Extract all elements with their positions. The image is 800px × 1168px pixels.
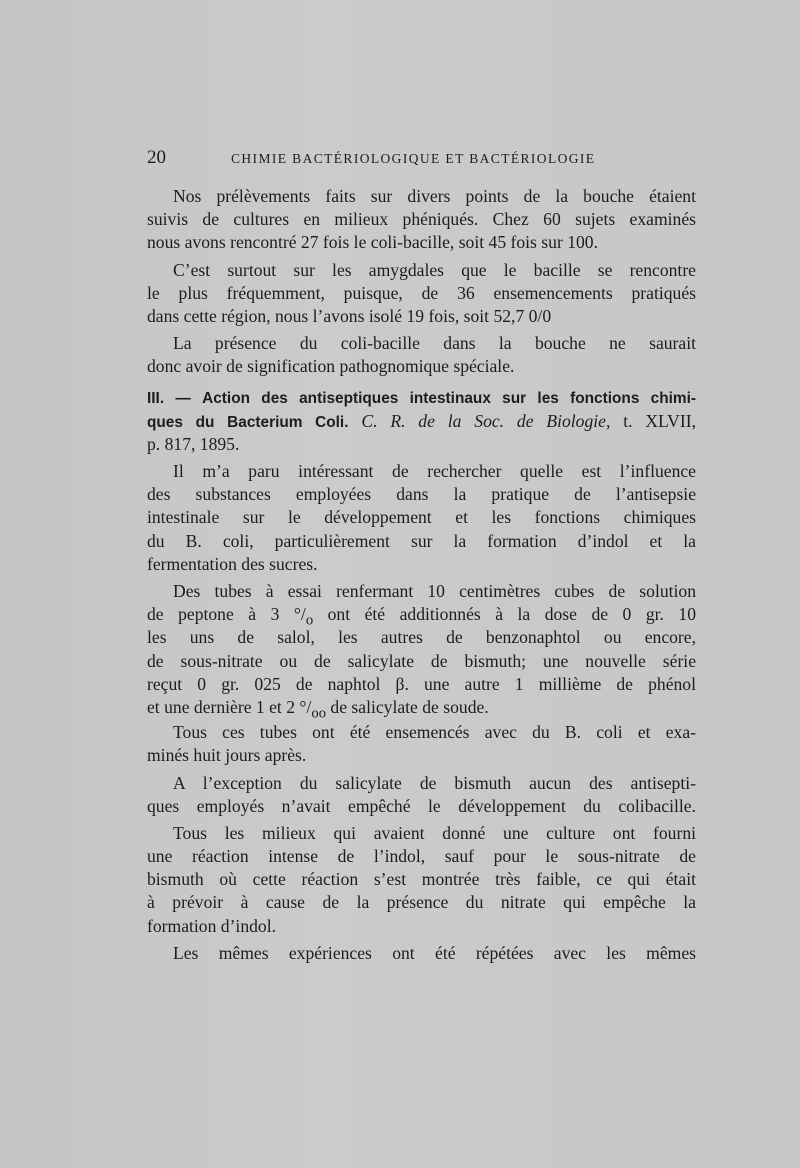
- text-line: minés huit jours après.: [147, 745, 307, 766]
- text-line: une réaction intense de l’indol, sauf pour le sous-nitrate de: [147, 846, 696, 867]
- paragraph: [147, 942, 696, 965]
- text-line: Nos prélèvements faits sur divers points de la bouche étaient: [173, 186, 696, 206]
- paragraph: [147, 185, 696, 255]
- text-fragment: de salicylate de soude.: [326, 696, 489, 717]
- text-line: le plus fréquemment, puisque, de 36 ensemencements pratiqués: [147, 282, 696, 303]
- page-number: 20: [147, 147, 166, 168]
- text-fragment: et une dernière 1 et 2: [147, 696, 300, 717]
- text-line: nous avons rencontré 27 fois le coli-bacille, soit 45 fois sur 100.: [147, 232, 598, 253]
- text-line: Des tubes à essai renfermant 10 centimètres cubes de solution: [173, 581, 696, 601]
- text-line: à prévoir à cause de la présence du nitrate qui empêche la: [147, 892, 696, 913]
- text-line: C’est surtout sur les amygdales que le bacille se rencontre: [173, 259, 696, 280]
- text-line: Tous les milieux qui avaient donné une culture ont fourni: [173, 822, 696, 843]
- section-title-continued: ques du Bacterium Coli.: [147, 413, 349, 431]
- running-title: CHIMIE BACTÉRIOLOGIQUE ET BACTÉRIOLOGIE: [231, 151, 596, 166]
- text-line: des substances employées dans la pratique de l’antisepsie: [147, 484, 696, 505]
- text-line: de sous-nitrate ou de salicylate de bismuth; une nouvelle série: [147, 650, 696, 671]
- text-line: reçut 0 gr. 025 de naphtol β. une autre 1 millième de phénol: [147, 673, 696, 694]
- text-line: donc avoir de signification pathognomique spéciale.: [147, 356, 515, 377]
- section-title-line: [147, 387, 696, 410]
- page-header: [147, 147, 697, 171]
- text-line: ques employés n’avait empêché le développement du colibacille.: [147, 795, 696, 816]
- section-number: III.: [147, 389, 165, 407]
- section-title-line: [147, 410, 696, 433]
- text-line: Les mêmes expériences ont été répétées avec les mêmes: [173, 942, 696, 963]
- text-line: A l’exception du salicylate de bismuth aucun des antisepti-: [173, 772, 696, 793]
- text-line: [147, 603, 696, 629]
- text-line: Il m’a paru intéressant de rechercher quelle est l’influence: [173, 461, 696, 482]
- paragraph: [147, 822, 696, 938]
- text-line: Tous ces tubes ont été ensemencés avec du B. coli et exa-: [173, 722, 696, 743]
- text-line: les uns de salol, les autres de benzonaphtol ou encore,: [147, 627, 696, 648]
- paragraph: [147, 721, 696, 767]
- section-dash: —: [175, 389, 191, 407]
- reference-volume: t. XLVII,: [623, 410, 697, 431]
- text-line: dans cette région, nous l’avons isolé 19 fois, soit 52,7 0/0: [147, 305, 552, 326]
- reference-pages: p. 817, 1895.: [147, 433, 240, 454]
- text-line: intestinale sur le développement et les fonctions chimiques: [147, 507, 696, 528]
- text-line: bismuth où cette réaction s’est montrée très faible, ce qui était: [147, 869, 696, 890]
- permil-sign: $^\circ/_{oo}$: [299, 696, 327, 722]
- text-line: suivis de cultures en milieux phéniqués. Chez 60 sujets examinés: [147, 209, 696, 230]
- text-line: [147, 696, 696, 722]
- section-heading: [147, 387, 696, 457]
- paragraph: [147, 332, 696, 378]
- percent-sign: $^\circ/_o$: [293, 604, 314, 629]
- paragraph: [147, 259, 696, 329]
- text-fragment: de peptone à 3: [147, 604, 294, 625]
- paragraph: [147, 580, 696, 722]
- text-line: du B. coli, particulièrement sur la formation d’indol et la: [147, 530, 696, 551]
- text-line: formation d’indol.: [147, 915, 276, 936]
- reference-journal: C. R. de la Soc. de Biologie,: [361, 410, 611, 431]
- text-line: fermentation des sucres.: [147, 553, 318, 574]
- text-fragment: ont été additionnés à la dose de 0 gr. 10: [313, 604, 696, 625]
- paragraph: [147, 460, 696, 576]
- text-line: La présence du coli-bacille dans la bouche ne saurait: [173, 333, 696, 354]
- body-text: [147, 185, 696, 965]
- section-title: Action des antiseptiques intestinaux sur les fonctions chimi-: [202, 389, 697, 407]
- paragraph: [147, 772, 696, 818]
